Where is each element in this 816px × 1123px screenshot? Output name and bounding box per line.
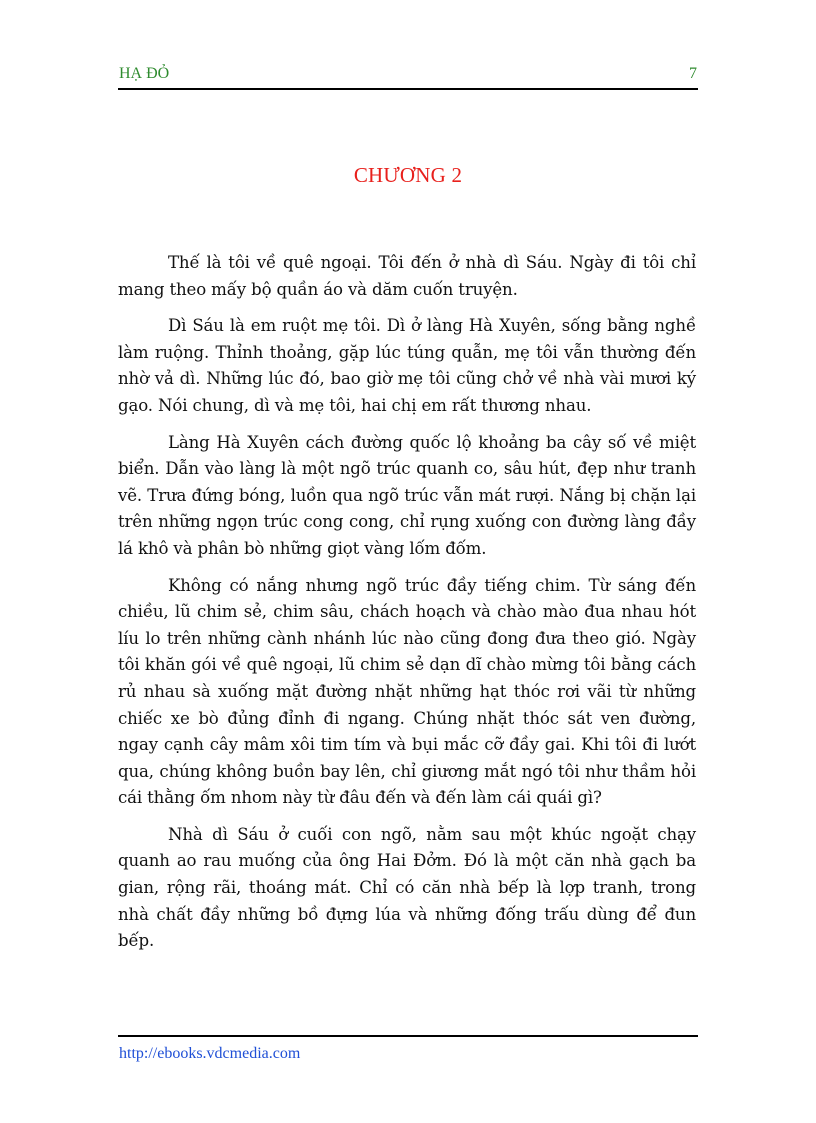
chapter-title: CHƯƠNG 2 (353, 163, 463, 187)
page-footer (118, 1035, 698, 1062)
page-number: 7 (689, 65, 697, 82)
paragraph-1: Thế là tôi về quê ngoại. Tôi đến ở nhà dì Sáu. Ngày đi tôi chỉ mang theo mấy bộ quần áo và dăm cuốn truyện. (118, 253, 696, 299)
running-title: HẠ ĐỎ (119, 65, 170, 82)
paragraph-5: Nhà dì Sáu ở cuối con ngõ, nằm sau một khúc ngoặt chạy quanh ao rau muống của ông Hai Đởm. Đó là một căn nhà gạch ba gian, rộng rãi, thoáng mát. Chỉ có căn nhà bếp là lợp tranh, trong nhà chất đầy những bồ đựng lúa và những đống trấu dùng để đun bếp. (118, 824, 696, 951)
paragraph-3: Làng Hà Xuyên cách đường quốc lộ khoảng ba cây số về miệt biển. Dẫn vào làng là một ngõ trúc quanh co, sâu hút, đẹp như tranh vẽ. Trưa đứng bóng, luồn qua ngõ trúc vẫn mát rượi. Nắng bị chặn lại trên những ngọn trúc cong cong, chỉ rụng xuống con đường làng đầy lá khô và phân bò những giọt vàng lốm đốm. (118, 432, 696, 558)
paragraph-4: Không có nắng nhưng ngõ trúc đầy tiếng chim. Từ sáng đến chiều, lũ chim sẻ, chim sâu, chách hoạch và chào mào đua nhau hót líu lo trên những cành nhánh lúc nào cũng đong đưa theo gió. Ngày tôi khăn gói về quê ngoại, lũ chim sẻ dạn dĩ chào mừng tôi bằng cách rủ nhau sà xuống mặt đường nhặt những hạt thóc rơi vãi từ những chiếc xe bò đủng đỉnh đi ngang. Chúng nhặt thóc sát ven đường, ngay cạnh cây mâm xôi tim tím và bụi mắc cỡ đầy gai. Khi tôi đi lướt qua, chúng không buồn bay lên, chỉ giương mắt ngó tôi như thầm hỏi cái thằng ốm nhom này từ đâu đến và đến làm cái quái gì? (118, 575, 696, 808)
paragraph-2: Dì Sáu là em ruột mẹ tôi. Dì ở làng Hà Xuyên, sống bằng nghề làm ruộng. Thỉnh thoảng, gặp lúc túng quẫn, mẹ tôi vẫn thường đến nhờ vả dì. Những lúc đó, bao giờ mẹ tôi cũng chở về nhà vài mươi ký gạo. Nói chung, dì và mẹ tôi, hai chị em rất thương nhau. (118, 316, 696, 415)
source-link[interactable]: http://ebooks.vdcmedia.com (119, 1045, 301, 1062)
chapter-body (118, 250, 696, 965)
page-header (118, 62, 698, 90)
